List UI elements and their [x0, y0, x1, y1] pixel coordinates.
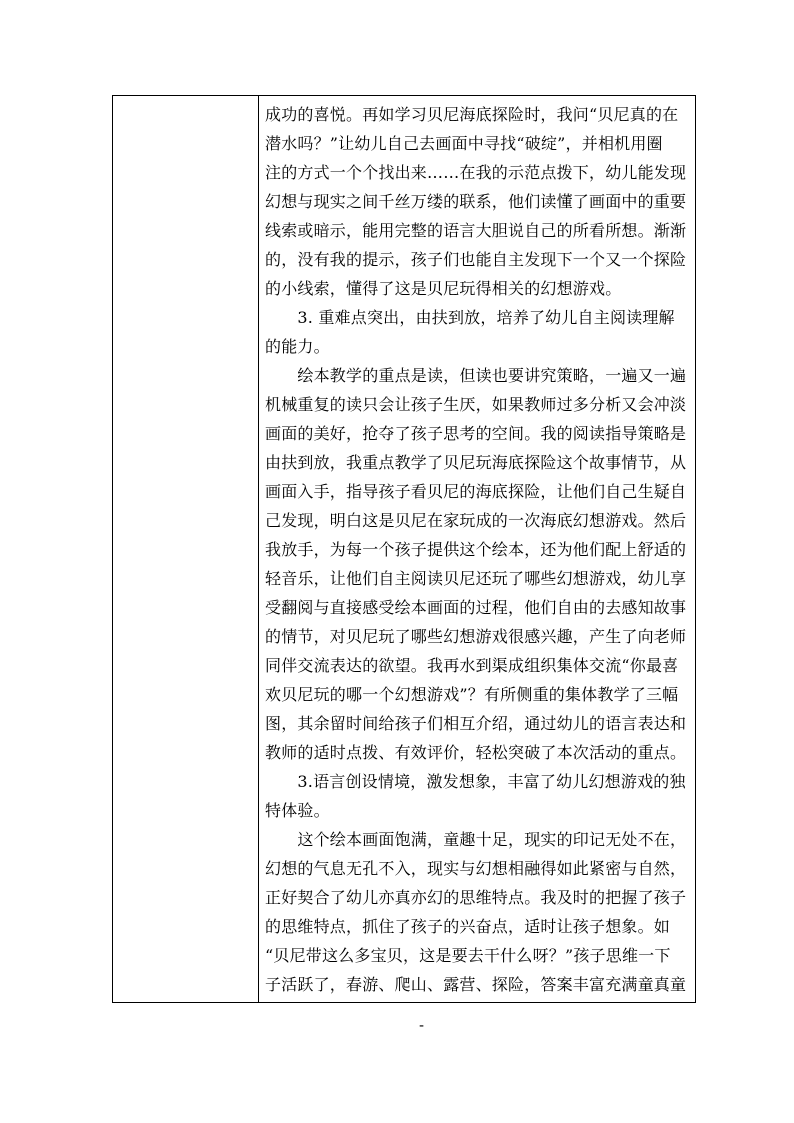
body-text-line: 注的方式一个个找出来……在我的示范点拨下，幼儿能发现	[265, 163, 687, 182]
body-text-line: 幻想的气息无孔不入，现实与幻想相融得如此紧密与自然，	[265, 859, 687, 878]
body-text-line: 的小线索，懂得了这是贝尼玩得相关的幻想游戏。	[265, 279, 622, 298]
body-text-line: 受翻阅与直接感受绘本画面的过程，他们自由的去感知故事	[265, 598, 687, 617]
body-text-line: 成功的喜悦。再如学习贝尼海底探险时，我问“贝尼真的在	[265, 105, 679, 124]
table-left-cell	[113, 96, 259, 1002]
page-footer-mark: -	[419, 1018, 425, 1034]
body-text-line: 特体验。	[265, 801, 330, 820]
body-text-line: 这个绘本画面饱满，童趣十足，现实的印记无处不在，	[265, 830, 687, 849]
body-text-line: 子活跃了，春游、爬山、露营、探险，答案丰富充满童真童	[265, 975, 687, 994]
body-text-line: 的情节，对贝尼玩了哪些幻想游戏很感兴趣，产生了向老师	[265, 627, 687, 646]
body-text-line: 3. 重难点突出，由扶到放，培养了幼儿自主阅读理解	[265, 308, 675, 327]
body-text-line: 我放手，为每一个孩子提供这个绘本，还为他们配上舒适的	[265, 540, 687, 559]
body-text-line: 的，没有我的提示，孩子们也能自主发现下一个又一个探险	[265, 250, 687, 269]
body-text-line: 欢贝尼玩的哪一个幻想游戏”？有所侧重的集体教学了三幅	[265, 685, 679, 704]
body-text-line: 正好契合了幼儿亦真亦幻的思维特点。我及时的把握了孩子	[265, 888, 687, 907]
body-text-line: 画面入手，指导孩子看贝尼的海底探险，让他们自己生疑自	[265, 482, 687, 501]
body-text-line: 轻音乐，让他们自主阅读贝尼还玩了哪些幻想游戏，幼儿享	[265, 569, 687, 588]
body-text-line: 机械重复的读只会让孩子生厌，如果教师过多分析又会冲淡	[265, 395, 687, 414]
body-text-line: 潜水吗？”让幼儿自己去画面中寻找“破绽”，并相机用圈	[265, 134, 663, 153]
body-text-line: 幻想与现实之间千丝万缕的联系，他们读懂了画面中的重要	[265, 192, 687, 211]
body-text-line: 的思维特点，抓住了孩子的兴奋点，适时让孩子想象。如	[265, 917, 671, 936]
body-text-line: 教师的适时点拨、有效评价，轻松突破了本次活动的重点。	[265, 743, 687, 762]
document-table	[112, 95, 696, 1003]
body-text-line: 线索或暗示，能用完整的语言大胆说自己的所看所想。渐渐	[265, 221, 687, 240]
body-text-line: 3.语言创设情境，激发想象，丰富了幼儿幻想游戏的独	[265, 772, 686, 791]
body-text-line: 己发现，明白这是贝尼在家玩成的一次海底幻想游戏。然后	[265, 511, 687, 530]
body-text-line: 绘本教学的重点是读，但读也要讲究策略，一遍又一遍	[265, 366, 687, 385]
body-text-line: 画面的美好，抢夺了孩子思考的空间。我的阅读指导策略是	[265, 424, 687, 443]
body-text-line: 的能力。	[265, 337, 330, 356]
body-text-line: 同伴交流表达的欲望。我再水到渠成组织集体交流“你最喜	[265, 656, 679, 675]
body-text-line	[265, 999, 689, 1002]
body-text-line: 由扶到放，我重点教学了贝尼玩海底探险这个故事情节，从	[265, 453, 687, 472]
table-content-cell	[259, 96, 695, 1002]
body-text-line: 图，其余留时间给孩子们相互介绍，通过幼儿的语言表达和	[265, 714, 687, 733]
body-text-line: “贝尼带这么多宝贝，这是要去干什么呀？”孩子思维一下	[265, 946, 671, 965]
